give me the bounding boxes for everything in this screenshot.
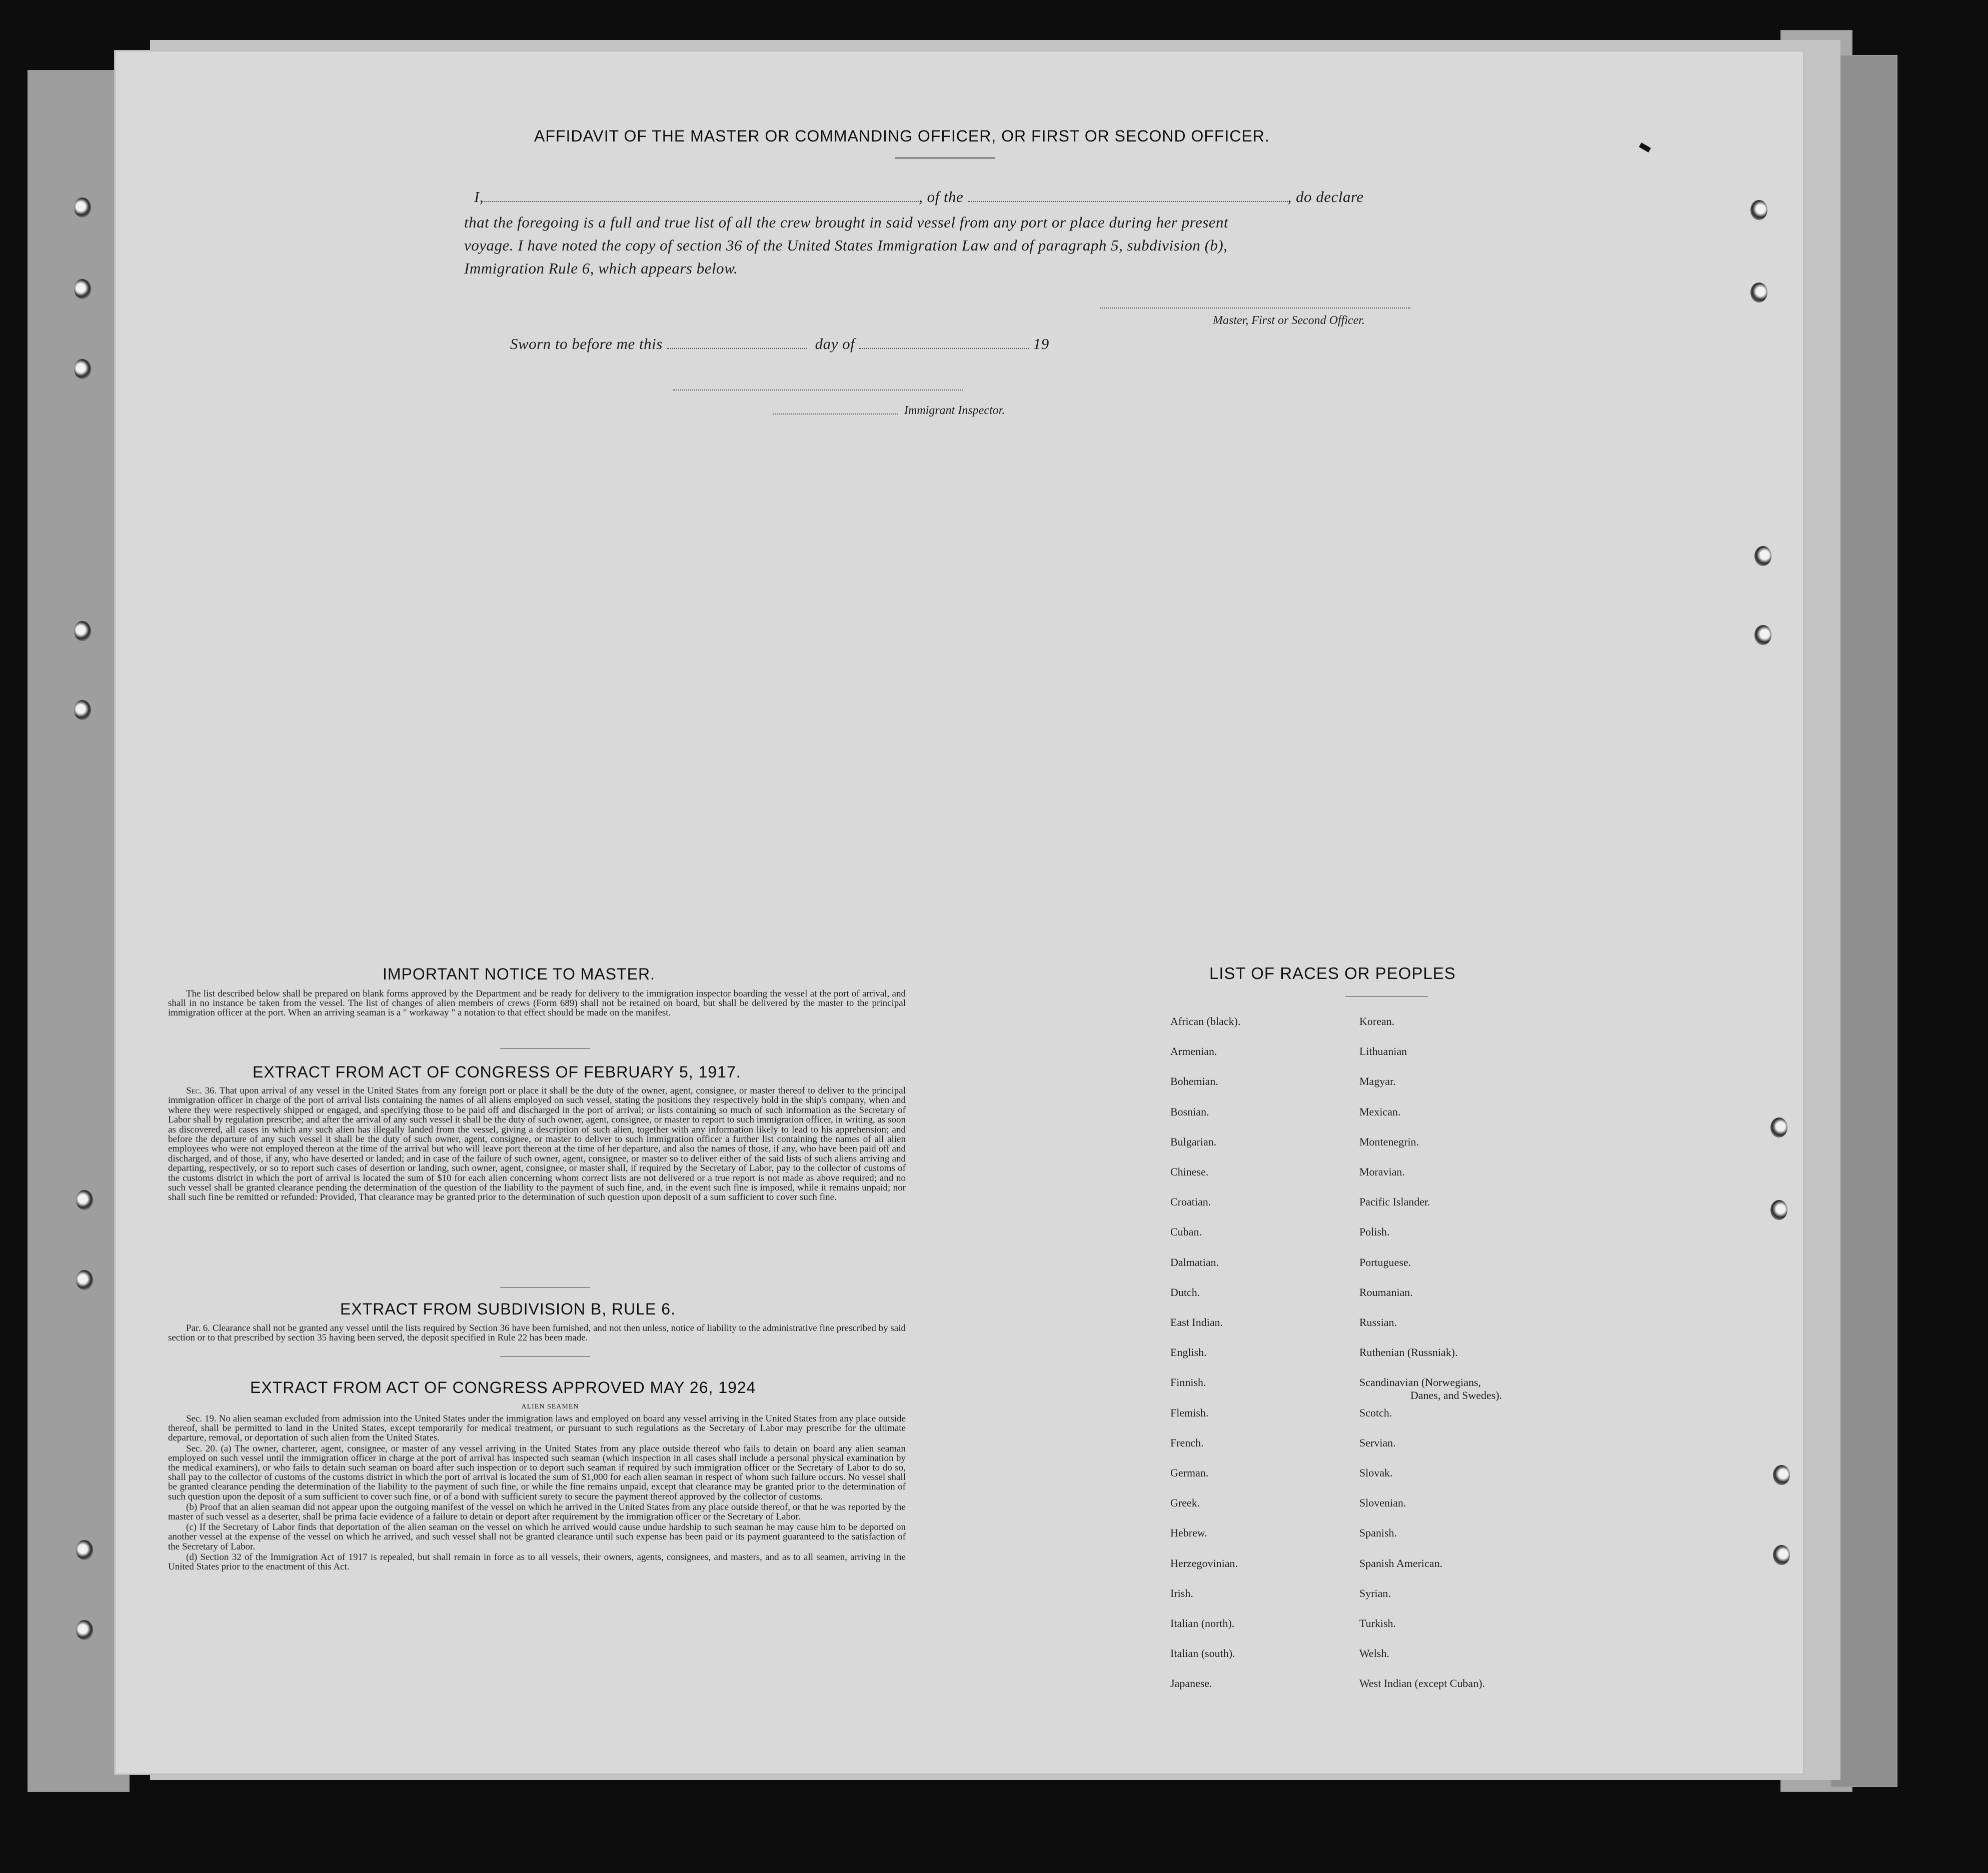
race-item-left: Dutch.: [1170, 1286, 1200, 1298]
race-item-left: Italian (north).: [1170, 1617, 1235, 1630]
race-item-left: Bohemian.: [1170, 1075, 1218, 1088]
binder-hole: [74, 279, 91, 299]
signature-caption: Master, First or Second Officer.: [1213, 314, 1365, 327]
binder-hole: [1754, 625, 1771, 645]
binder-hole: [76, 1190, 93, 1210]
sec20b-text: (b) Proof that an alien seaman did not appear upon the outgoing manifest of the vessel on which he arrived in the United States from any place outside thereof, or that he was reported by the master of such vessel as a deserter, shall be prima facie evidence of a failure to detain or deport after requirement by the immigration officer or the Secretary of Labor.: [168, 1502, 906, 1522]
binder-hole: [76, 1620, 93, 1640]
extract-1917-heading: EXTRACT FROM ACT OF CONGRESS OF FEBRUARY 5, 1917.: [253, 1063, 741, 1081]
race-item-right-continuation: Danes, and Swedes).: [1410, 1389, 1502, 1402]
sec19-text: Sec. 19. No alien seaman excluded from admission into the United States under the immigration laws and employed on board any vessel arriving in the United States from any place outside thereof, shall be permitted to land in the United States, except temporarily for medical treatment, or pursuant to such regulations as the Secretary of Labor may prescribe for the ultimate departure, removal, or deportation of such alien from the United States.: [168, 1414, 906, 1444]
sworn-year: 19: [1033, 335, 1049, 352]
binder-hole: [1750, 282, 1767, 302]
binder-hole: [1770, 1118, 1787, 1138]
affidavit-declare: , do declare: [1287, 188, 1364, 206]
race-item-right: Welsh.: [1359, 1647, 1389, 1660]
sworn-line: [510, 335, 1049, 353]
inspector-caption: Immigrant Inspector.: [904, 404, 1005, 417]
race-item-left: Italian (south).: [1170, 1647, 1235, 1660]
sworn-day-blank[interactable]: [667, 348, 807, 349]
race-item-left: Bulgarian.: [1170, 1135, 1217, 1148]
race-item-right: Slovenian.: [1359, 1496, 1406, 1510]
sec20a-text: Sec. 20. (a) The owner, charterer, agent, consignee, or master of any vessel arriving in the United States from any place outside thereof who fails to detain on board any alien seaman employed on such vessel until the immigration officer in charge at the port of arrival has inspected such seaman (which inspection in all cases shall include a personal physical examination by the medical examiners), or who fails to detain such seaman on board after such inspection or to deport such seaman if required by such immigration officer or the Secretary of Labor to do so, shall pay to the collector of customs of the customs district in which the port of arrival is located the sum of $1,000 for each alien seaman in respect of whom such failure occurs. No vessel shall be granted clearance pending the determination of the liability to the payment of such fine, or while the fine remains unpaid, except that clearance may be granted prior to the determination of such question upon the deposit of a sum sufficient to cover such fine, or of a bond with sufficient surety to secure the payment thereof approved by the collector of customs.: [168, 1443, 906, 1502]
race-item-right: Lithuanian: [1359, 1045, 1407, 1058]
race-item-right: Mexican.: [1359, 1105, 1401, 1118]
alien-seamen-subheading: ALIEN SEAMEN: [521, 1403, 579, 1410]
race-item-right: Spanish.: [1359, 1526, 1397, 1540]
race-item-left: East Indian.: [1170, 1316, 1223, 1328]
race-item-left: German.: [1170, 1466, 1209, 1479]
races-heading-rule: [1345, 996, 1428, 997]
race-item-left: Armenian.: [1170, 1045, 1217, 1058]
binder-hole: [74, 621, 91, 641]
affidavit-line-4: Immigration Rule 6, which appears below.: [464, 260, 738, 277]
race-item-left: Croatian.: [1170, 1196, 1211, 1208]
affidavit-heading: AFFIDAVIT OF THE MASTER OR COMMANDING OFFICER, OR FIRST OR SECOND OFFICER.: [534, 127, 1270, 145]
race-item-right: Ruthenian (Russniak).: [1359, 1346, 1458, 1359]
sworn-month-blank[interactable]: [859, 348, 1029, 349]
inspector-name-blank[interactable]: [773, 413, 898, 414]
affidavit-line-2: that the foregoing is a full and true list of all the crew brought in said vessel from any port or place during her present: [464, 214, 1229, 231]
race-item-left: Cuban.: [1170, 1226, 1202, 1238]
race-item-right: Scandinavian (Norwegians,: [1359, 1376, 1481, 1389]
races-heading: LIST OF RACES OR PEOPLES: [1209, 964, 1456, 982]
race-item-right: Moravian.: [1359, 1166, 1405, 1178]
binder-hole: [1770, 1200, 1787, 1220]
race-item-right: Turkish.: [1359, 1617, 1396, 1630]
race-item-left: Herzegovinian.: [1170, 1556, 1238, 1570]
race-item-left: English.: [1170, 1346, 1207, 1359]
binder-hole: [74, 359, 91, 379]
affidavit-line-3: voyage. I have noted the copy of section 36 of the United States Immigration Law and of paragraph 5, subdivision (b),: [464, 236, 1228, 254]
binder-hole: [1773, 1465, 1790, 1485]
sec36-label: Sec. 36.: [186, 1086, 217, 1096]
sworn-day-of: day of: [815, 335, 855, 352]
page-stack-far-right: [1830, 55, 1897, 1787]
vessel-name-blank[interactable]: [968, 200, 1288, 202]
notice-text: [168, 989, 906, 1018]
race-item-left: Flemish.: [1170, 1406, 1209, 1419]
race-item-right: Scotch.: [1359, 1406, 1392, 1419]
binder-hole: [74, 198, 91, 218]
race-item-left: Chinese.: [1170, 1166, 1209, 1178]
signature-blank[interactable]: [1100, 307, 1410, 308]
race-item-left: French.: [1170, 1436, 1204, 1449]
race-item-right: Syrian.: [1359, 1586, 1391, 1600]
binder-hole: [76, 1270, 93, 1290]
extract-1924-heading: EXTRACT FROM ACT OF CONGRESS APPROVED MAY 26, 1924: [250, 1378, 756, 1396]
race-item-right: Pacific Islander.: [1359, 1196, 1430, 1208]
race-item-right: Polish.: [1359, 1226, 1390, 1238]
race-item-left: Bosnian.: [1170, 1105, 1209, 1118]
extract-1924-text: [168, 1414, 906, 1572]
race-item-right: Russian.: [1359, 1316, 1397, 1328]
affidavit-line-1: [474, 188, 1364, 206]
race-item-right: Portuguese.: [1359, 1256, 1411, 1268]
race-item-right: Spanish American.: [1359, 1556, 1443, 1570]
section-rule: [500, 1048, 590, 1049]
race-item-left: African (black).: [1170, 1015, 1241, 1028]
race-item-right: Roumanian.: [1359, 1286, 1413, 1298]
sworn-prefix: Sworn to before me this: [510, 335, 663, 352]
officer-name-blank[interactable]: [484, 200, 919, 202]
affidavit-of-the: , of the: [919, 188, 964, 206]
inspector-signature-blank[interactable]: [673, 389, 963, 390]
race-item-left: Dalmatian.: [1170, 1256, 1219, 1268]
race-item-right: Korean.: [1359, 1015, 1395, 1028]
extract-1917-text: [168, 1086, 906, 1204]
race-item-left: Hebrew.: [1170, 1526, 1207, 1540]
notice-paragraph: The list described below shall be prepared on blank forms approved by the Department and be ready for delivery to the immigration inspector boarding the vessel at the port of arrival, and shall in no instance be taken from the vessel. The list of changes of alien members of crews (Form 689) shall not be retained on board, but shall be delivered by the master to the principal immigration officer at the port. When an arriving seaman is a " workaway " a notation to that effect should be made on the manifest.: [168, 988, 906, 1018]
section-rule: [500, 1356, 590, 1357]
race-item-left: Irish.: [1170, 1586, 1193, 1600]
affidavit-i: I,: [474, 188, 484, 206]
binder-hole: [76, 1540, 93, 1560]
race-item-left: Finnish.: [1170, 1376, 1206, 1389]
race-item-right: Montenegrin.: [1359, 1135, 1419, 1148]
binder-hole: [1750, 200, 1767, 220]
extract-rule6-text: [168, 1324, 906, 1344]
sec20d-text: (d) Section 32 of the Immigration Act of 1917 is repealed, but shall remain in force as to all vessels, their owners, agents, consignees, and masters, and as to all seamen, arriving in the United States prior to the enactment of this Act.: [168, 1552, 906, 1572]
race-item-right: Slovak.: [1359, 1466, 1393, 1479]
race-item-left: Greek.: [1170, 1496, 1200, 1510]
par6-text: Par. 6. Clearance shall not be granted any vessel until the lists required by Section 36 have been furnished, and not then unless, notice of liability to the administrative fine prescribed by said section or to that prescribed by section 35 having been served, the deposit specified in Rule 22 has been made.: [168, 1323, 906, 1344]
race-item-right: West Indian (except Cuban).: [1359, 1677, 1485, 1690]
notice-heading: IMPORTANT NOTICE TO MASTER.: [383, 965, 655, 983]
sec20c-text: (c) If the Secretary of Labor finds that deportation of the alien seaman on the vessel on which he arrived would cause undue hardship to such seaman he may cause him to be deported on another vessel at the expense of the vessel on which he arrived, and such vessel shall not be granted clearance until such expense has been paid or its payment guaranteed to the satisfaction of the Secretary of Labor.: [168, 1522, 906, 1552]
binder-hole: [1773, 1545, 1790, 1565]
race-item-left: Japanese.: [1170, 1677, 1212, 1690]
sec36-text: That upon arrival of any vessel in the United States from any foreign port or place it shall be the duty of the owner, agent, consignee, or master thereof to deliver to the principal immigration officer in charge of the port of arrival lists containing the names of all aliens employed on such vessel, stating the positions they respectively hold in the ship's company, when and where they were respectively shipped or engaged, and specifying those to be paid off and discharged in the port of arrival; or lists containing so much of such information as the Secretary of Labor shall by regulation prescribe; and after the arrival of any such vessel it shall be the duty of such owner, agent, consignee, or master to report to such immigration officer, in writing, as soon as discovered, all cases in which any such alien has illegally landed from the vessel, giving a description of such alien, together with any information likely to lead to his apprehension; and before the departure of any such vessel it shall be the duty of such owner, agent, consignee, or master to deliver to such immigration officer a further list containing the names of all alien employees who were not employed thereon at the time of the arrival but who will leave port thereon at the time of her departure, and also the names of those, if any, who have been paid off and discharged, and of those, if any, who have deserted or landed; and in case of the failure of such owner, agent, consignee, or master so to deliver either of the said lists of such aliens arriving and departing, respectively, or so to report such cases of desertion or landing, such owner, agent, consignee, or master shall, if required by the Secretary of Labor, pay to the collector of customs of the customs district in which the port of arrival is located the sum of $10 for each alien concerning whom correct lists are not delivered or a true report is not made as above required; and no such vessel shall be granted clearance pending the determination of the question of the liability to the payment of such fine, and, in the event such fine is imposed, while it remains unpaid; nor shall such fine be remitted or refunded: Provided, That clearance may be granted prior to the determination of such question upon deposit of a sum sufficient to cover such fine.: [168, 1086, 906, 1203]
extract-rule6-heading: EXTRACT FROM SUBDIVISION B, RULE 6.: [340, 1300, 676, 1318]
binder-hole: [74, 700, 91, 720]
binder-hole: [1754, 546, 1771, 566]
race-item-right: Magyar.: [1359, 1075, 1396, 1088]
race-item-right: Servian.: [1359, 1436, 1396, 1449]
